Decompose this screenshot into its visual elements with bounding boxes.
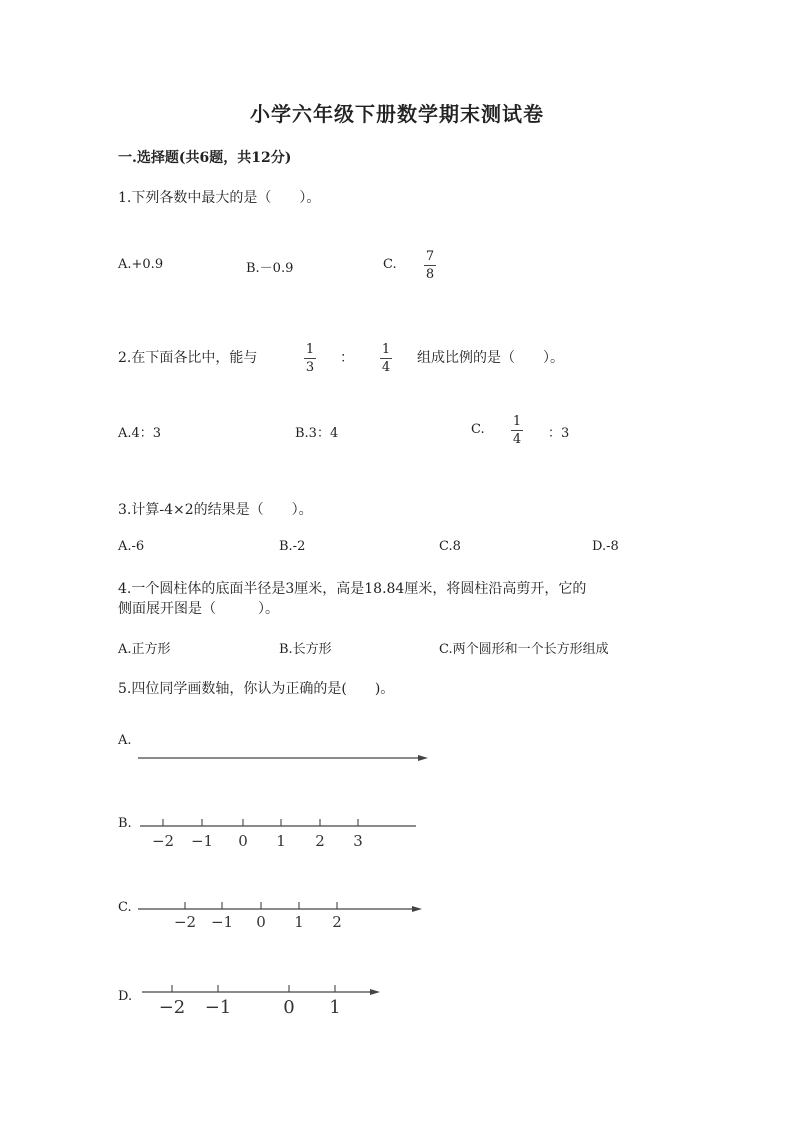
question-4-option-b[interactable]: B.长方形: [279, 642, 332, 657]
tick-label: 1: [329, 997, 341, 1018]
question-2-stem-end: 组成比例的是（ ）。: [417, 350, 564, 366]
tick-label: −1: [204, 997, 232, 1018]
question-4-option-c[interactable]: C.两个圆形和一个长方形组成: [439, 642, 609, 657]
number-line-b: [130, 812, 430, 854]
arrow-head: [418, 755, 428, 761]
tick-label: 0: [283, 997, 295, 1018]
fraction-denominator: 4: [381, 360, 391, 375]
question-1-option-c[interactable]: C.: [383, 257, 397, 272]
question-2-option-b[interactable]: B.3：4: [295, 426, 339, 441]
question-3-option-d[interactable]: D.-8: [592, 539, 619, 554]
tick-label: −2: [158, 997, 186, 1018]
fraction-numerator: 1: [381, 342, 391, 357]
tick-label: −2: [151, 832, 175, 850]
question-5-stem: 5.四位同学画数轴，你认为正确的是( )。: [118, 681, 395, 697]
tick-label: 2: [332, 913, 342, 931]
number-line-d: [130, 978, 390, 1024]
fraction-bar: [424, 265, 436, 266]
number-line-c: [130, 896, 430, 938]
fraction-numerator: 1: [305, 342, 315, 357]
question-2-fraction-2: [380, 342, 392, 375]
fraction-denominator: 3: [305, 360, 315, 375]
question-5-option-d[interactable]: D.: [118, 989, 133, 1004]
question-2-stem-start: 2.在下面各比中，能与: [118, 350, 258, 366]
question-1-option-c-fraction: [424, 249, 436, 282]
tick-label: 3: [353, 832, 363, 850]
tick-label: 1: [276, 832, 286, 850]
question-5-option-a[interactable]: A.: [118, 733, 132, 748]
tick-label: 0: [238, 832, 248, 850]
fraction-numerator: 7: [425, 249, 435, 264]
question-2-option-c-fraction: [511, 414, 523, 447]
question-2-option-c[interactable]: C.: [471, 422, 485, 437]
question-1-option-a[interactable]: A.+0.9: [118, 257, 164, 272]
tick-group: [159, 985, 341, 1018]
tick-group: [152, 819, 363, 850]
fraction-numerator: 1: [512, 414, 522, 429]
tick-label: 1: [294, 913, 304, 931]
question-2-option-a[interactable]: A.4：3: [118, 426, 162, 441]
fraction-denominator: 8: [425, 267, 435, 282]
tick-label: 0: [256, 913, 266, 931]
arrow-head: [370, 989, 380, 995]
question-3-stem: 3.计算-4×2的结果是（ ）。: [118, 502, 313, 518]
tick-label: 2: [315, 832, 325, 850]
question-3-option-c[interactable]: C.8: [439, 539, 461, 554]
fraction-bar: [380, 358, 392, 359]
question-4-stem-line-2: 侧面展开图是（ ）。: [118, 601, 279, 617]
question-1-stem: 1.下列各数中最大的是（ ）。: [118, 190, 321, 206]
question-4-stem-line-1: 4.一个圆柱体的底面半径是3厘米，高是18.84厘米，将圆柱沿高剪开，它的: [118, 581, 587, 597]
tick-group: [174, 902, 342, 931]
fraction-bar: [304, 358, 316, 359]
question-1-option-b[interactable]: B.－0.9: [246, 261, 294, 276]
question-2-fraction-1: [304, 342, 316, 375]
page-title: 小学六年级下册数学期末测试卷: [250, 102, 544, 126]
fraction-denominator: 4: [512, 432, 522, 447]
tick-label: −1: [190, 832, 214, 850]
number-line-a: [130, 750, 440, 770]
tick-label: −2: [173, 913, 197, 931]
tick-label: −1: [210, 913, 234, 931]
question-5-option-c[interactable]: C.: [118, 900, 132, 915]
question-2-option-c-ratio: ：3: [548, 426, 570, 441]
question-5-option-b[interactable]: B.: [118, 816, 132, 831]
question-4-option-a[interactable]: A.正方形: [118, 642, 171, 657]
arrow-head: [412, 906, 422, 912]
fraction-bar: [511, 430, 523, 431]
question-3-option-b[interactable]: B.-2: [279, 539, 306, 554]
question-3-option-a[interactable]: A.-6: [118, 539, 145, 554]
section-heading: 一.选择题(共6题，共12分): [118, 150, 292, 166]
question-2-colon: ：: [340, 350, 354, 366]
